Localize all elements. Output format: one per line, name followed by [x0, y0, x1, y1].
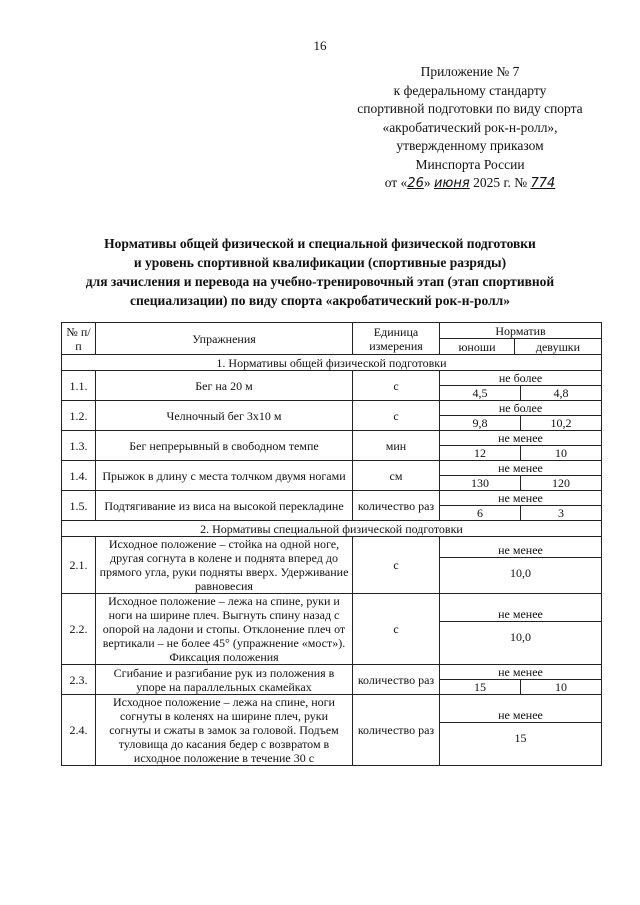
section-row [62, 355, 602, 371]
appendix-line: утвержденному приказом [396, 138, 544, 153]
unit-cell: с [353, 594, 440, 665]
row-number: 1.2. [62, 401, 96, 431]
norm-value-boys: 130 [440, 476, 521, 490]
appendix-line: Минспорта России [415, 156, 525, 172]
unit-cell: с [353, 537, 440, 594]
year-suffix: 2025 г. № [473, 175, 528, 190]
norm-values [440, 476, 601, 490]
norm-values [440, 416, 601, 430]
norm-cell [440, 491, 602, 521]
appendix-line: Приложение № 7 [420, 64, 520, 79]
table-row [62, 665, 602, 695]
date-mid: » [423, 175, 431, 190]
exercise-name: Исходное положение – стойка на одной ноге, другая согнута в колене и поднята вперед до прямого угла, руки подняты вверх. Удерживание равновесия [96, 537, 353, 594]
norm-value: 10,0 [510, 565, 531, 580]
date-prefix: от « [384, 175, 408, 190]
row-number: 2.4. [62, 695, 96, 766]
title-line: и уровень спортивной квалификации (спортивные разряды) [133, 255, 507, 270]
table-row [62, 491, 602, 521]
header-boys: юноши [440, 339, 515, 355]
norm-condition: не менее [440, 607, 601, 622]
header-exercise: Упражнения [96, 323, 353, 355]
header-girls: девушки [514, 339, 601, 355]
norm-condition: не более [440, 401, 601, 416]
appendix-line: «акробатический рок-н-ролл», [382, 119, 558, 135]
order-day: 26 [407, 176, 424, 191]
section-title: 2. Нормативы специальной физической подготовки [62, 521, 602, 537]
norm-cell [440, 461, 602, 491]
norm-value-girls: 10,2 [550, 416, 572, 430]
norm-values [440, 680, 601, 694]
unit-cell: количество раз [353, 665, 440, 695]
unit-cell: см [353, 461, 440, 491]
norm-condition: не менее [440, 431, 601, 446]
norm-condition: не менее [440, 708, 601, 723]
norm-cell [440, 695, 602, 766]
table-row [62, 695, 602, 766]
appendix-line: спортивной подготовки по виду спорта [357, 101, 583, 116]
norm-values [440, 506, 601, 520]
exercise-name: Бег непрерывный в свободном темпе [96, 431, 353, 461]
norm-values [440, 386, 601, 400]
order-number: 774 [530, 176, 556, 191]
table-body [62, 355, 602, 766]
order-month: июня [433, 176, 470, 191]
table-header-row [62, 323, 602, 339]
row-number: 2.1. [62, 537, 96, 594]
unit-cell: мин [353, 431, 440, 461]
table-row [62, 594, 602, 665]
row-number: 1.3. [62, 431, 96, 461]
norm-value-girls: 4,8 [553, 386, 569, 400]
norm-cell [440, 431, 602, 461]
norm-value-boys: 4,5 [440, 386, 521, 400]
title-line: Нормативы общей физической и специальной физической подготовки [104, 236, 536, 251]
norm-cell [440, 665, 602, 695]
norm-cell [440, 371, 602, 401]
norm-condition: не более [440, 371, 601, 386]
table-row [62, 537, 602, 594]
order-date-line [330, 174, 610, 194]
norm-condition: не менее [440, 665, 601, 680]
exercise-name: Исходное положение – лежа на спине, ноги согнуты в коленях на ширине плеч, руки согнуты и сжаты в замок за головой. Подъем туловища до касания бедер с возвратом в исходное положение в течение 30 с [96, 695, 353, 766]
header-norm: Норматив [440, 323, 602, 339]
row-number: 2.2. [62, 594, 96, 665]
norm-value-girls: 3 [558, 506, 564, 520]
exercise-name: Прыжок в длину с места толчком двумя ногами [96, 461, 353, 491]
title-line: специализации) по виду спорта «акробатический рок-н-ролл» [130, 293, 510, 308]
unit-cell: количество раз [353, 695, 440, 766]
norm-value-girls: 120 [552, 476, 570, 490]
unit-cell: количество раз [353, 491, 440, 521]
row-number: 1.5. [62, 491, 96, 521]
norm-cell [440, 537, 602, 594]
unit-cell: с [353, 371, 440, 401]
row-number: 2.3. [62, 665, 96, 695]
norm-condition: не менее [440, 461, 601, 476]
norm-value-boys: 12 [440, 446, 521, 460]
norm-value-girls: 10 [555, 680, 567, 694]
exercise-name: Бег на 20 м [96, 371, 353, 401]
table-row [62, 431, 602, 461]
appendix-line: к федеральному стандарту [393, 82, 547, 98]
table-row [62, 371, 602, 401]
row-number: 1.1. [62, 371, 96, 401]
header-num: № п/п [62, 323, 96, 355]
exercise-name: Исходное положение – лежа на спине, руки и ноги на ширине плеч. Выгнуть спину назад с опорой на ладони и стопы. Отклонение плеч от вертикали – не более 45° (упражнение «мост»). Фиксация положения [96, 594, 353, 665]
norm-value-boys: 6 [440, 506, 521, 520]
unit-cell: с [353, 401, 440, 431]
exercise-name: Челночный бег 3x10 м [96, 401, 353, 431]
norm-cell [440, 594, 602, 665]
norm-condition: не менее [440, 543, 601, 558]
norm-value-boys: 15 [440, 680, 521, 694]
norm-values [440, 446, 601, 460]
row-number: 1.4. [62, 461, 96, 491]
norm-value-girls: 10 [555, 446, 567, 460]
norms-table [61, 322, 602, 766]
document-title [40, 234, 600, 310]
title-line: для зачисления и перевода на учебно-тренировочный этап (этап спортивной [85, 274, 555, 289]
header-unit: Единица измерения [353, 323, 440, 355]
appendix-header [330, 63, 610, 194]
norm-value-boys: 9,8 [440, 416, 521, 430]
section-row [62, 521, 602, 537]
page-number: 16 [313, 38, 327, 53]
norm-value: 15 [514, 730, 527, 745]
table-row [62, 461, 602, 491]
norm-condition: не менее [440, 491, 601, 506]
section-title: 1. Нормативы общей физической подготовки [62, 355, 602, 371]
table-row [62, 401, 602, 431]
exercise-name: Подтягивание из виса на высокой перекладине [96, 491, 353, 521]
norm-value: 10,0 [510, 629, 531, 644]
exercise-name: Сгибание и разгибание рук из положения в упоре на параллельных скамейках [96, 665, 353, 695]
norm-cell [440, 401, 602, 431]
